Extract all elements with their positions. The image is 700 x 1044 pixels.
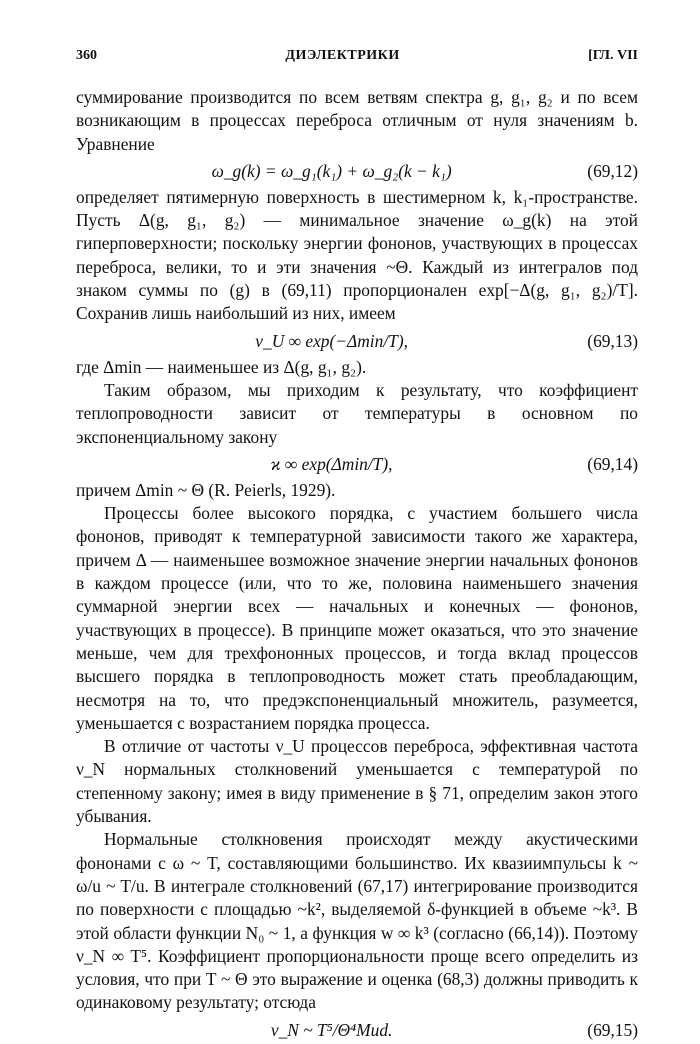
paragraph-8: Нормальные столкновения происходят между акустическими фононами с ω ~ T, составляющими большинство. Их квазиимпульсы k ~ ω/u ~ T/u. В интеграле столкновений (67,17) интегрирование производится по поверхности с площадью ~k², выделяемой δ-функцией в объеме ~k³. В этой области функции N₀ ~ 1, а функция w ∞ k³ (согласно (66,14)). Поэтому ν_N ∞ T⁵. Коэффициент пропорциональности проще всего определить из условия, что при T ~ Θ это выражение и оценка (68,3) должны приводить к одинаковому результату; отсюда	[76, 829, 638, 1013]
equation-expression: ω_g(k) = ω_g₁(k₁) + ω_g₂(k − k₁)	[211, 160, 452, 181]
equation-number: (69,14)	[587, 453, 638, 474]
equation-expression: ν_N ~ T⁵/Θ⁴Mud.	[270, 1019, 393, 1040]
equation-expression: ν_U ∞ exp(−Δmin/T),	[255, 330, 408, 351]
page-number: 360	[76, 48, 97, 63]
paragraph-4: Таким образом, мы приходим к результату, что коэффициент теплопроводности зависит от температуры в основном по экспоненциальному закону	[76, 379, 638, 447]
chapter-label: [ГЛ. VII	[588, 48, 638, 63]
equation-number: (69,13)	[587, 330, 638, 351]
paragraph-1: суммирование производится по всем ветвям спектра g, g₁, g₂ и по всем возникающим в процессах переброса отличным от нуля значениям b. Уравнение	[76, 87, 638, 154]
running-header	[76, 44, 638, 74]
equation-69-13	[76, 328, 638, 355]
equation-expression: ϰ ∞ exp(Δmin/T),	[270, 453, 393, 474]
running-title: ДИЭЛЕКТРИКИ	[285, 48, 400, 63]
equation-69-12	[76, 158, 638, 185]
paragraph-3: где Δmin — наименьшее из Δ(g, g₁, g₂).	[76, 356, 367, 377]
equation-69-15	[76, 1017, 638, 1044]
paragraph-2: определяет пятимерную поверхность в шестимерном k, k₁-пространстве. Пусть Δ(g, g₁, g₂) — минимальное значение ω_g(k) на этой гиперповерхности; поскольку энергии фононов, участвующих в процессах переброса, велики, то и эти значения ~Θ. Каждый из интегралов под знаком суммы по (g) в (69,11) пропорционален exp[−Δ(g, g₁, g₂)/T]. Сохранив лишь наибольший из них, имеем	[76, 186, 638, 324]
paragraph-5: причем Δmin ~ Θ (R. Peierls, 1929).	[76, 479, 336, 500]
paragraph-6: Процессы более высокого порядка, с участием большего числа фононов, приводят к температурной зависимости такого же характера, причем Δ — наименьшее возможное значение энергии начальных фононов в каждом процессе (или, что то же, половина наименьшего значения суммарной энергии всех — начальных и конечных — фононов, участвующих в процессе). В принципе может оказаться, что это значение меньше, чем для трехфононных процессов, и тогда вклад процессов высшего порядка в теплопроводность может стать преобладающим, несмотря на то, что предэкспоненциальный множитель, разумеется, уменьшается с возрастанием порядка процесса.	[76, 503, 638, 733]
equation-number: (69,15)	[587, 1019, 638, 1040]
equation-number: (69,12)	[587, 160, 638, 181]
equation-69-14	[76, 451, 638, 478]
paragraph-7: В отличие от частоты ν_U процессов переброса, эффективная частота ν_N нормальных столкновений уменьшается с температурой по степенному закону; имея в виду применение в § 71, определим закон этого убывания.	[76, 736, 638, 827]
